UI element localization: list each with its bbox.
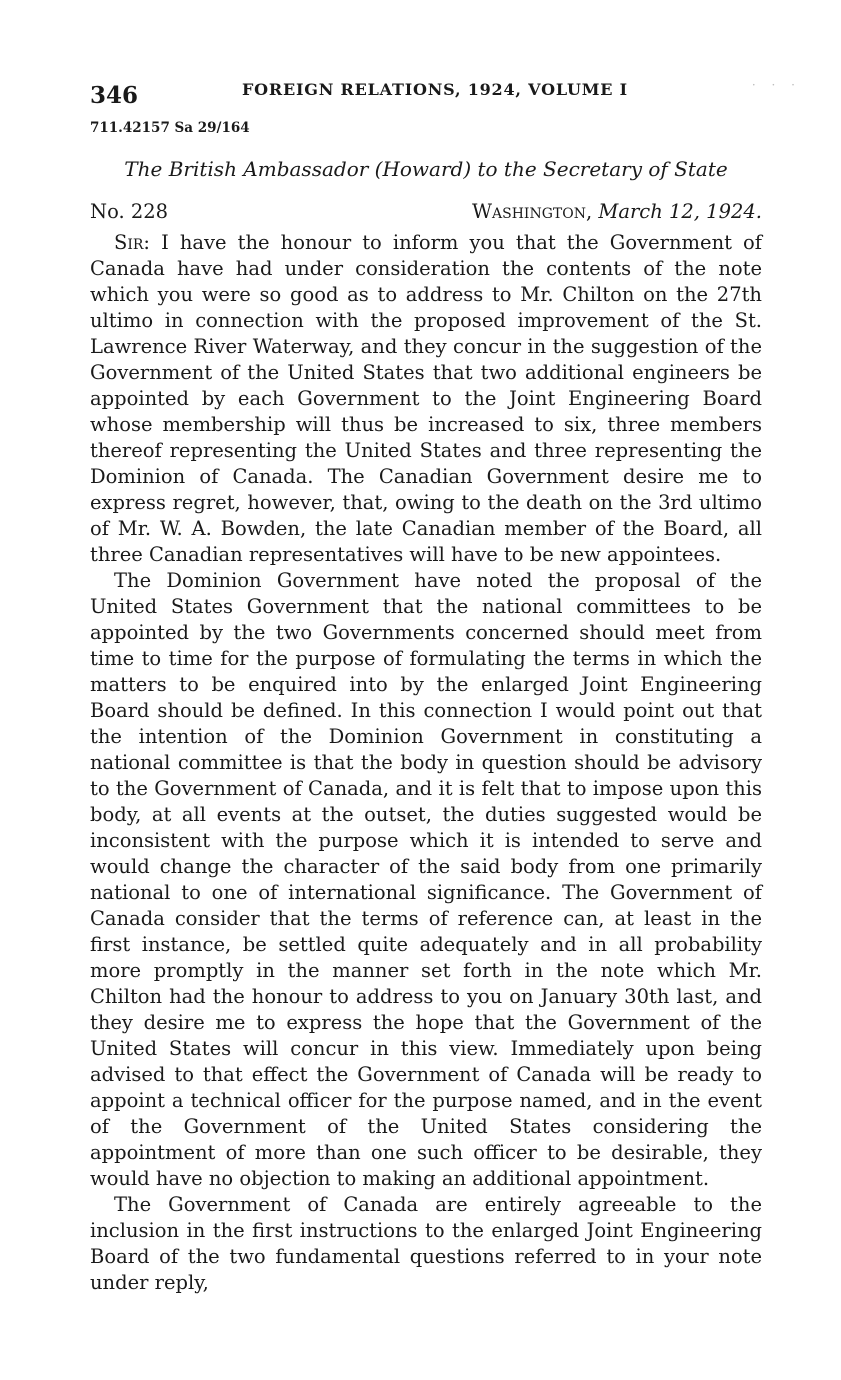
paragraph-3: The Government of Canada are entirely agreeable to the inclusion in the first instructions to the enlarged Joint Engineering Board of the two fundamental questions referred to in your note under reply, <box>90 1193 762 1294</box>
paragraph-2: The Dominion Government have noted the proposal of the United States Government that the national committees to be appointed by the two Governments concerned should meet from time to time for the purpose of formulating the terms in which the matters to be enquired into by the enlarged Joint Engineering Board should be defined. In this connection I would point out that the intention of the Dominion Government in constituting a national committee is that the body in question should be advisory to the Government of Canada, and it is felt that to impose upon this body, at all events at the outset, the duties suggested would be inconsistent with the purpose which it is intended to serve and would change the character of the said body from one primarily national to one of international significance. The Government of Canada consider that the terms of reference can, at least in the first instance, be settled quite adequately and in all probability more promptly in the manner set forth in the note which Mr. Chilton had the honour to address to you on January 30th last, and they desire me to express the hope that the Government of the United States will concur in this view. Immediately upon being advised to that effect the Government of Canada will be ready to appoint a technical officer for the purpose named, and in the event of the Government of the United States considering the appointment of more than one such officer to be desirable, they would have no objection to making an additional appointment. <box>90 569 762 1190</box>
paragraph-1 <box>90 230 762 568</box>
place: Washington, <box>471 200 593 223</box>
letter-body <box>90 230 762 1296</box>
scan-artifact-marks: · · · <box>751 78 801 92</box>
place-and-date <box>472 200 762 223</box>
running-title: FOREIGN RELATIONS, 1924, VOLUME I <box>242 80 628 99</box>
page-number: 346 <box>90 82 139 109</box>
file-reference: 711.42157 Sa 29/164 <box>90 120 250 136</box>
document-number: No. 228 <box>90 200 169 223</box>
paragraph-1-text: I have the honour to inform you that the Government of Canada have had under consideration the contents of the note which you were so good as to address to Mr. Chilton on the 27th ultimo in connection with the proposed improvement of the St. Lawrence River Waterway, and they concur in the suggestion of the Government of the United States that two additional engineers be appointed by each Government to the Joint Engineering Board whose membership will thus be increased to six, three members thereof representing the United States and three representing the Dominion of Canada. The Canadian Government desire me to express regret, however, that, owing to the death on the 3rd ultimo of Mr. W. A. Bowden, the late Canadian member of the Board, all three Canadian representatives will have to be new appointees. <box>90 231 762 566</box>
date: March 12, 1924. <box>598 200 762 223</box>
document-title: The British Ambassador (Howard) to the Secretary of State <box>124 157 728 181</box>
salutation: Sir: <box>114 231 150 254</box>
